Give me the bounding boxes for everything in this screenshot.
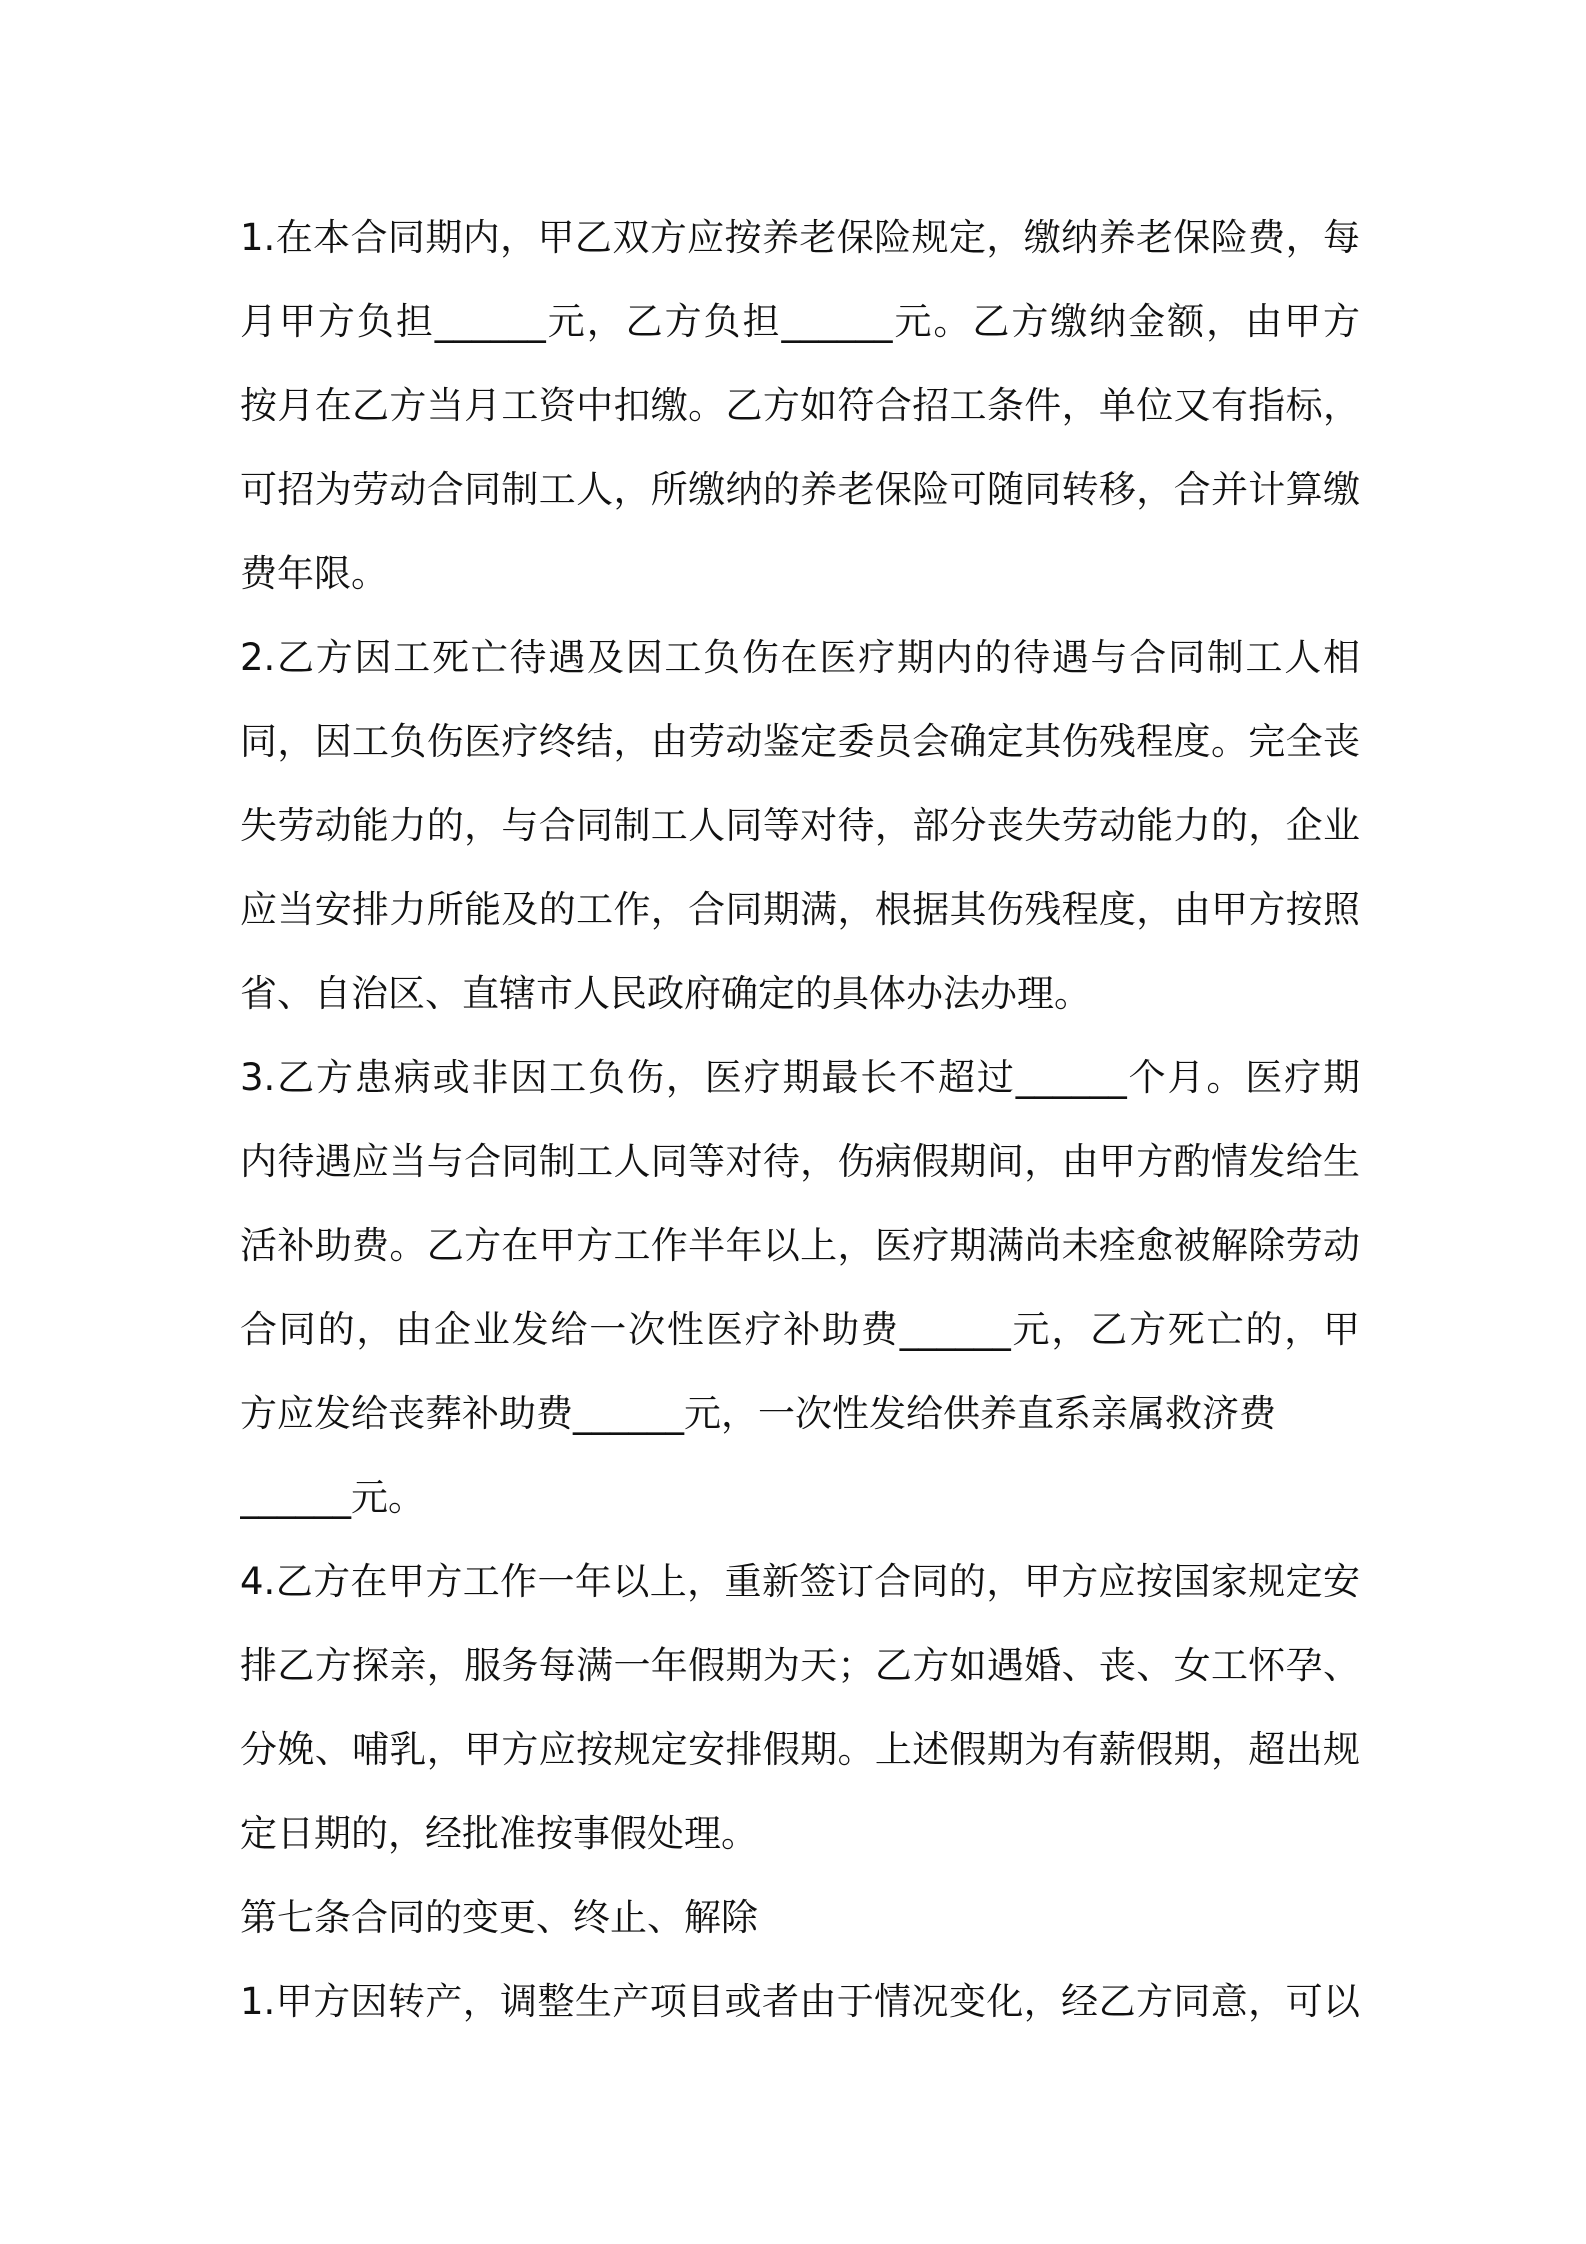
text-line: 合同的，由企业发给一次性医疗补助费______元，乙方死亡的，甲 [240,1308,1360,1351]
text-line: ______元。 [240,1476,425,1519]
text-line: 1.在本合同期内，甲乙双方应按养老保险规定，缴纳养老保险费，每 [240,216,1360,259]
text-line: 4.乙方在甲方工作一年以上，重新签订合同的，甲方应按国家规定安 [240,1560,1360,1603]
text-line: 2.乙方因工死亡待遇及因工负伤在医疗期内的待遇与合同制工人相 [240,636,1360,679]
text-line: 方应发给丧葬补助费______元，一次性发给供养直系亲属救济费 [240,1392,1276,1435]
text-line: 分娩、哺乳，甲方应按规定安排假期。上述假期为有薪假期，超出规 [240,1728,1360,1771]
text-line: 3.乙方患病或非因工负伤，医疗期最长不超过______个月。医疗期 [240,1056,1360,1099]
text-line: 失劳动能力的，与合同制工人同等对待，部分丧失劳动能力的，企业 [240,804,1360,847]
text-line: 定日期的，经批准按事假处理。 [240,1812,758,1855]
text-line: 排乙方探亲，服务每满一年假期为天；乙方如遇婚、丧、女工怀孕、 [240,1644,1360,1687]
text-line: 按月在乙方当月工资中扣缴。乙方如符合招工条件，单位又有指标， [240,384,1360,427]
text-line: 同，因工负伤医疗终结，由劳动鉴定委员会确定其伤残程度。完全丧 [240,720,1360,763]
text-line: 1.甲方因转产，调整生产项目或者由于情况变化，经乙方同意，可以 [240,1980,1360,2023]
text-line: 内待遇应当与合同制工人同等对待，伤病假期间，由甲方酌情发给生 [240,1140,1360,1183]
text-line: 活补助费。乙方在甲方工作半年以上，医疗期满尚未痊愈被解除劳动 [240,1224,1360,1267]
text-line: 月甲方负担______元，乙方负担______元。乙方缴纳金额，由甲方 [240,300,1360,343]
text-line: 省、自治区、直辖市人民政府确定的具体办法办理。 [240,972,1091,1015]
text-line: 可招为劳动合同制工人，所缴纳的养老保险可随同转移，合并计算缴 [240,468,1360,511]
text-line: 第七条合同的变更、终止、解除 [240,1896,758,1939]
text-line: 应当安排力所能及的工作，合同期满，根据其伤残程度，由甲方按照 [240,888,1360,931]
text-line: 费年限。 [240,552,388,595]
document-body [240,196,1360,2044]
